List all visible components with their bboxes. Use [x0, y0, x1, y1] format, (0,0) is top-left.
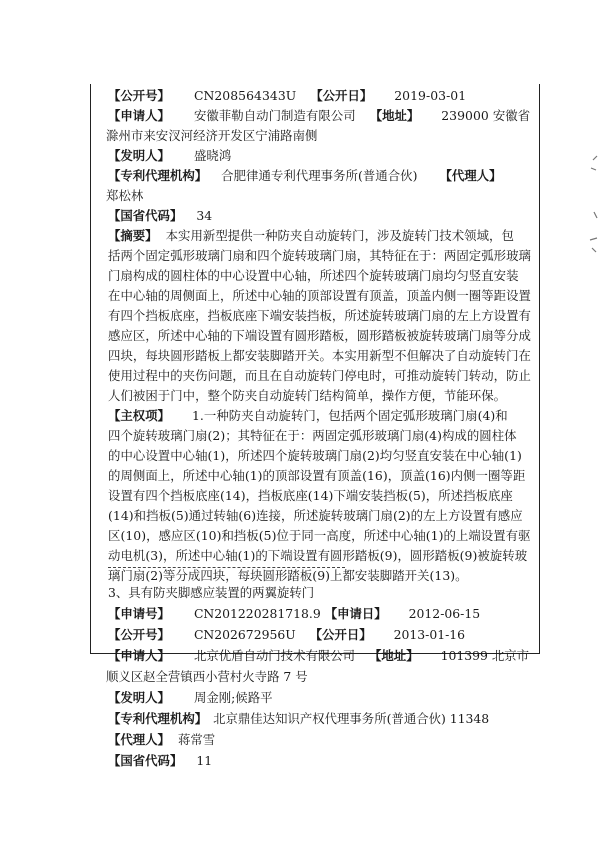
address-value-1: 239000 安徽省	[441, 108, 531, 123]
province-value: 34	[196, 208, 213, 223]
abstract-line: 人们被困于门中，整个防夹自动旋转门结构简单，操作方便，节能环保。	[108, 388, 507, 403]
province-value: 11	[196, 753, 213, 768]
claim-line: 动电机(3)，所述中心轴(1)的下端设置有圆形踏板(9)，圆形踏板(9)被旋转玻	[108, 548, 528, 563]
app-date-value: 2012-06-15	[408, 606, 481, 621]
agent-value: 郑松林	[106, 188, 144, 203]
inventor-value: 周金刚;候路平	[193, 690, 273, 705]
pub-date-value: 2013-01-16	[393, 627, 466, 642]
applicant-value: 北京优盾自动门技术有限公司	[193, 648, 356, 663]
address-row-2b	[106, 666, 538, 687]
abstract-line: 括两个固定弧形玻璃门扇和四个旋转玻璃门扇，其特征在于：两固定弧形玻璃	[108, 248, 531, 263]
claim-label: 【主权项】	[108, 408, 170, 423]
app-no-label: 【申请号】	[108, 606, 170, 621]
agent-label: 【代理人】	[439, 168, 502, 183]
abstract-line: 感应区，所述中心轴的下端设置有圆形踏板，圆形踏板被旋转玻璃门扇等分成	[108, 328, 531, 343]
applicant-row	[108, 106, 538, 126]
province-label: 【国省代码】	[108, 208, 183, 223]
record-2	[108, 582, 538, 771]
pub-info-row	[108, 86, 538, 106]
address-label: 【地址】	[369, 108, 420, 123]
abstract-line: 四块，每块圆形踏板上都安装脚踏开关。本实用新型不但解决了自动旋转门在	[108, 348, 531, 363]
abstract-line: 在中心轴的周侧面上，所述中心轴的顶部设置有顶盖，顶盖内侧一圈等距设置	[108, 288, 531, 303]
claim-line: 的周侧面上，所述中心轴(1)的顶部设置有顶盖(16)，顶盖(16)内侧一圈等距	[108, 468, 526, 483]
pub-date-label: 【公开日】	[310, 88, 373, 103]
agency-value: 北京鼎佳达知识产权代理事务所(普通合伙) 11348	[213, 711, 490, 726]
address-value-2: 顺义区赵全营镇西小营村火寺路 7 号	[106, 669, 308, 684]
claim-line: 璃门扇(2)等分成四块，每块圆形踏板(9)上都安装脚踏开关(13)。	[108, 568, 468, 583]
abstract-line: 本实用新型提供一种防夹自动旋转门，涉及旋转门技术领域，包	[165, 228, 514, 243]
claim-block	[108, 406, 538, 586]
record-2-title: 3、具有防夹脚感应装置的两翼旋转门	[108, 585, 315, 600]
record-1	[108, 86, 538, 586]
applicant-row-2	[108, 645, 538, 666]
claim-line: 四个旋转玻璃门扇(2)；其特征在于：两固定弧形玻璃门扇(4)构成的圆柱体	[108, 428, 517, 443]
abstract-line: 使用过程中的夹伤问题，而且在自动旋转门停电时，可推动旋转门转动，防止	[108, 368, 531, 383]
applicant-value: 安徽菲勒自动门制造有限公司	[193, 108, 356, 123]
app-no-value: CN201220281718.9	[193, 606, 321, 621]
address-row-2	[106, 126, 538, 146]
pub-no-label: 【公开号】	[108, 627, 170, 642]
pub-date-label: 【公开日】	[309, 627, 372, 642]
app-info-row	[108, 603, 538, 624]
claim-line: 区(10)，感应区(10)和挡板(5)位于同一高度，所述中心轴(1)的上端设置有驱	[108, 528, 531, 543]
applicant-label: 【申请人】	[108, 648, 170, 663]
agency-label: 【专利代理机构】	[108, 168, 208, 183]
agent-label: 【代理人】	[108, 732, 170, 747]
abstract-line: 有四个挡板底座，挡板底座下端安装挡板，所述旋转玻璃门扇的左上方设置有	[108, 308, 531, 323]
app-date-label: 【申请日】	[324, 606, 387, 621]
pub-info-row-2	[108, 624, 538, 645]
province-label: 【国省代码】	[108, 753, 183, 768]
agency-row	[108, 166, 538, 186]
agency-label: 【专利代理机构】	[108, 711, 208, 726]
inventor-label: 【发明人】	[108, 148, 170, 163]
inventor-row	[108, 146, 538, 166]
province-row-2	[108, 750, 538, 771]
address-value-2: 滁州市来安汊河经济开发区宁浦路南侧	[106, 128, 318, 143]
inventor-row-2	[108, 687, 538, 708]
abstract-line: 门扇构成的圆柱体的中心设置中心轴，所述四个旋转玻璃门扇均匀竖直安装	[108, 268, 519, 283]
agent-row	[106, 186, 538, 206]
province-row	[108, 206, 538, 226]
pub-date-value: 2019-03-01	[394, 88, 467, 103]
agency-row-2	[108, 708, 538, 729]
claim-line: 1.一种防夹自动旋转门，包括两个固定弧形玻璃门扇(4)和	[191, 408, 508, 423]
claim-line: 的中心设置中心轴(1)，所述四个旋转玻璃门扇(2)均匀竖直安装在中心轴(1)	[108, 448, 522, 463]
binding-margin-marks	[584, 120, 598, 270]
inventor-label: 【发明人】	[108, 690, 170, 705]
applicant-label: 【申请人】	[108, 108, 170, 123]
agent-value: 蒋常雪	[177, 732, 216, 747]
agent-row-2	[108, 729, 538, 750]
address-value-1: 101399 北京市	[440, 648, 530, 663]
pub-no-value: CN202672956U	[193, 627, 296, 642]
abstract-label: 【摘要】	[108, 228, 158, 243]
pub-no-value: CN208564343U	[193, 88, 297, 103]
pub-no-label: 【公开号】	[108, 88, 170, 103]
agency-value: 合肥律通专利代理事务所(普通合伙)	[221, 168, 418, 183]
separator-line	[108, 567, 345, 568]
abstract-block	[108, 226, 538, 406]
claim-line: (14)和挡板(5)通过转轴(6)连接，所述旋转玻璃门扇(2)的左上方设置有感应	[108, 508, 523, 523]
inventor-value: 盛晓鸿	[193, 148, 232, 163]
claim-line: 设置有四个挡板底座(14)，挡板底座(14)下端安装挡板(5)，所述挡板底座	[108, 488, 513, 503]
address-label: 【地址】	[369, 648, 419, 663]
